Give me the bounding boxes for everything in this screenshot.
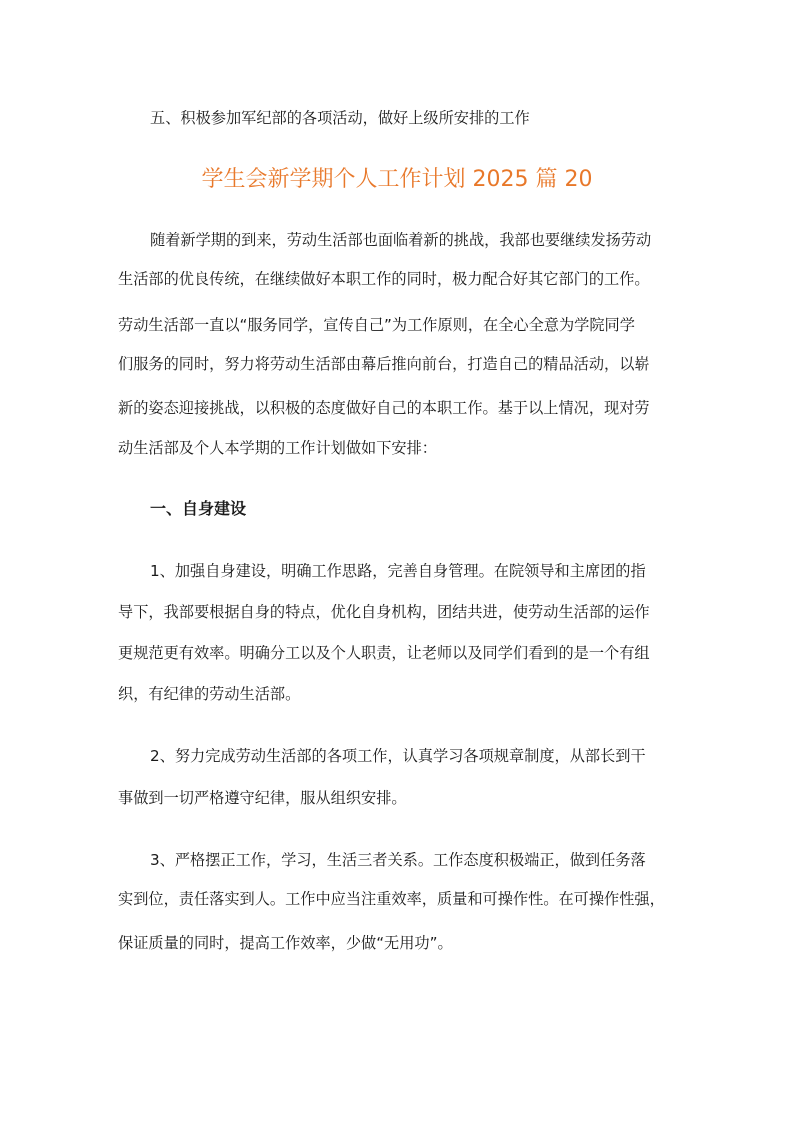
paragraph-line: 动生活部及个人本学期的工作计划做如下安排： [118, 439, 437, 457]
paragraph-line: 更规范更有效率。明确分工以及个人职责，让老师以及同学们看到的是一个有组 [118, 644, 650, 662]
paragraph-line: 事做到一切严格遵守纪律，服从组织安排。 [118, 789, 407, 807]
paragraph-line: 导下，我部要根据自身的特点，优化自身机构，团结共进，使劳动生活部的运作 [118, 603, 650, 621]
paragraph-line: 织，有纪律的劳动生活部。 [118, 685, 301, 703]
paragraph-line: 保证质量的同时，提高工作效率，少做“无用功”。 [118, 934, 453, 952]
paragraph-line: 2、努力完成劳动生活部的各项工作，认真学习各项规章制度，从部长到干 [150, 747, 646, 765]
paragraph-line: 新的姿态迎接挑战，以积极的态度做好自己的本职工作。基于以上情况，现对劳 [118, 399, 650, 417]
top-line: 五、积极参加军纪部的各项活动，做好上级所安排的工作 [150, 109, 530, 127]
page-title: 学生会新学期个人工作计划 2025 篇 20 [201, 167, 593, 192]
paragraph-line: 实到位，责任落实到人。工作中应当注重效率，质量和可操作性。在可操作性强， [118, 890, 665, 908]
paragraph-line: 们服务的同时，努力将劳动生活部由幕后推向前台，打造自己的精品活动，以崭 [118, 355, 650, 373]
paragraph-line: 1、加强自身建设，明确工作思路，完善自身管理。在院领导和主席团的指 [150, 562, 646, 580]
paragraph-line: 生活部的优良传统，在继续做好本职工作的同时，极力配合好其它部门的工作。 [118, 270, 650, 288]
section-heading: 一、自身建设 [150, 499, 247, 518]
paragraph-line: 随着新学期的到来，劳动生活部也面临着新的挑战，我部也要继续发扬劳动 [150, 231, 652, 249]
paragraph-line: 劳动生活部一直以“服务同学，宣传自己”为工作原则，在全心全意为学院同学 [118, 316, 635, 334]
paragraph-line: 3、严格摆正工作，学习，生活三者关系。工作态度积极端正，做到任务落 [150, 851, 646, 869]
